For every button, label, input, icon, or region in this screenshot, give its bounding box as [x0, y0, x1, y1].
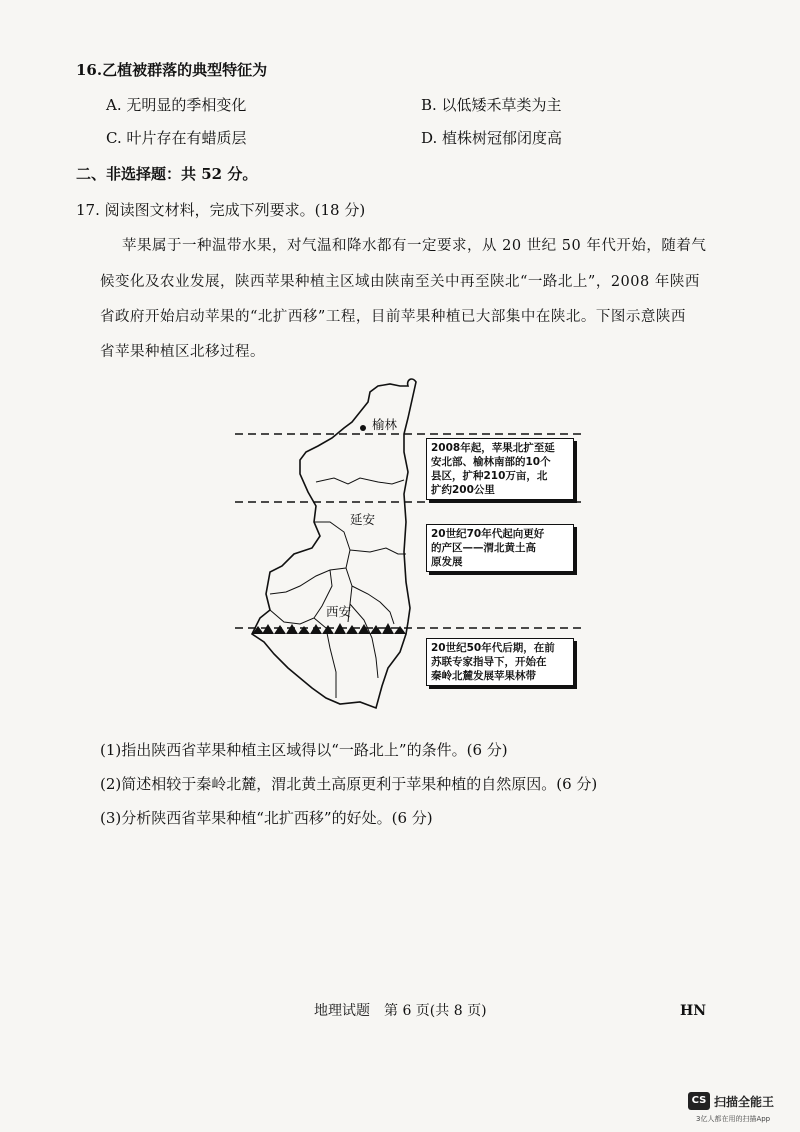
scanner-watermark — [688, 1090, 798, 1130]
q16-stem: 16.乙植被群落的典型特征为 — [76, 61, 268, 79]
scanner-logo: CS — [688, 1092, 710, 1110]
callout-2008: 2008年起，苹果北扩至延 安北部、榆林南部的10个 县区，扩种210万亩，北 扩约200公里 — [426, 438, 574, 500]
shaanxi-apple-map — [230, 372, 590, 717]
internal-boundaries — [270, 478, 406, 698]
yulin-dot — [360, 425, 366, 431]
city-yanan: 延安 — [350, 512, 376, 527]
footer-page-info: 地理试题 第 6 页(共 8 页) — [314, 1003, 487, 1019]
q17-subquestion-1: (1)指出陕西省苹果种植主区域得以“一路北上”的条件。(6 分) — [100, 741, 508, 759]
q17-subquestion-2: (2)简述相较于秦岭北麓，渭北黄土高原更利于苹果种植的自然原因。(6 分) — [100, 775, 598, 793]
q16-option-a: A. 无明显的季相变化 — [106, 96, 247, 114]
section2-heading: 二、非选择题：共 52 分。 — [76, 165, 258, 183]
scanner-tagline: 3亿人都在用的扫描App — [696, 1115, 771, 1123]
q17-stem: 17. 阅读图文材料，完成下列要求。(18 分) — [76, 201, 366, 219]
q16-option-d: D. 植株树冠郁闭度高 — [421, 129, 563, 147]
q17-paragraph-line-3: 省政府开始启动苹果的“北扩西移”工程，目前苹果种植已大部集中在陕北。下图示意陕西 — [100, 309, 686, 325]
q17-paragraph-line-1: 苹果属于一种温带水果，对气温和降水都有一定要求，从 20 世纪 50 年代开始，随着气 — [122, 238, 707, 254]
callout-1970s: 20世纪70年代起向更好 的产区——渭北黄土高 原发展 — [426, 524, 574, 572]
city-yulin: 榆林 — [372, 417, 398, 432]
callout-1950s: 20世纪50年代后期，在前 苏联专家指导下，开始在 秦岭北麓发展苹果林带 — [426, 638, 574, 686]
q17-subquestion-3: (3)分析陕西省苹果种植“北扩西移”的好处。(6 分) — [100, 809, 433, 827]
q16-option-c: C. 叶片存在有蜡质层 — [106, 129, 247, 147]
scanner-app-name: 扫描全能王 — [714, 1095, 775, 1109]
q16-option-b: B. 以低矮禾草类为主 — [421, 96, 562, 114]
q17-paragraph-line-4: 省苹果种植区北移过程。 — [100, 344, 265, 360]
footer-code: HN — [680, 1003, 707, 1019]
city-xian: 西安 — [326, 604, 352, 619]
q17-paragraph-line-2: 候变化及农业发展，陕西苹果种植主区域由陕南至关中再至陕北“一路北上”，2008 年陕西 — [100, 274, 700, 290]
